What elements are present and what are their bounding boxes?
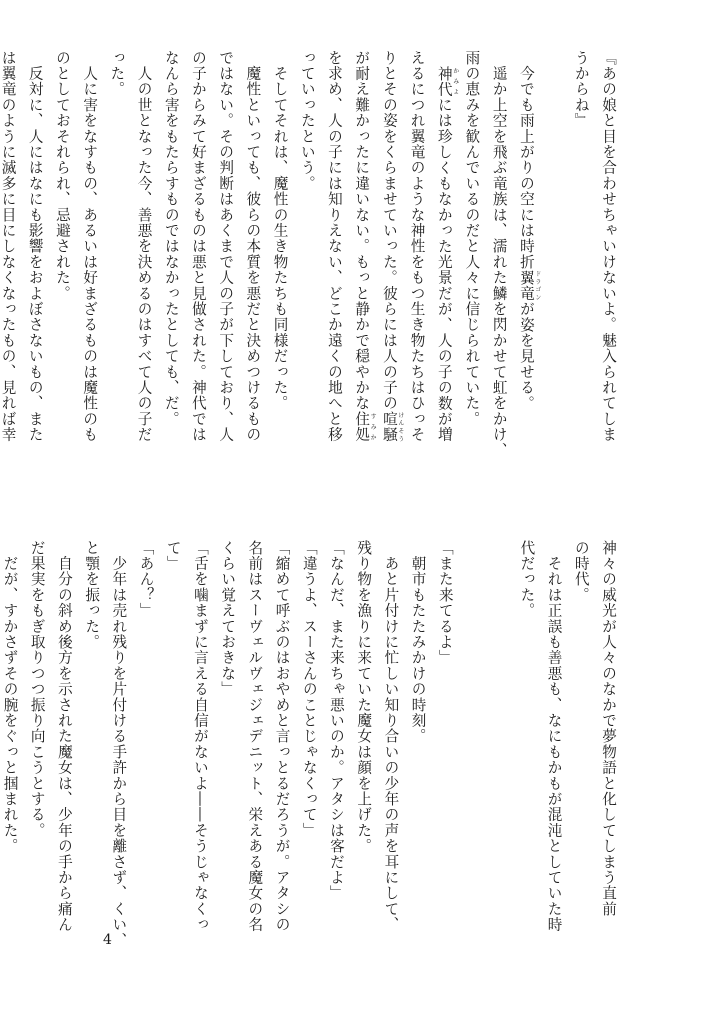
text-line: 名前はスーヴェルヴェジェデニット、栄えある魔女の名 bbox=[246, 540, 264, 933]
ruby-text: かみよ bbox=[451, 65, 459, 98]
text-line: 「また来てるよ」 bbox=[436, 540, 454, 666]
text-line: の子からみて好まざるものは悪と見做された。神代では bbox=[189, 50, 207, 443]
ruby-text: すみか bbox=[369, 411, 377, 443]
text-line: 遥か上空を飛ぶ竜族は、濡れた鱗を閃かせて虹をかけ、 bbox=[490, 50, 508, 459]
text-line: 反対に、人にはなにも影響をおよぼさないもの、また bbox=[26, 50, 44, 443]
text-line: 今でも雨上がりの空には時折翼竜 ドラゴンが姿を見せる。 bbox=[517, 50, 541, 412]
ruby-base: 神代 bbox=[435, 65, 453, 98]
text-line: えるにつれ翼竜のような神性をもつ生き物たちはひっそ bbox=[408, 50, 426, 443]
ruby-text: ドラゴン bbox=[533, 269, 541, 302]
text-line: ではない。その判断はあくまで人の子が下しており、人 bbox=[217, 50, 235, 443]
text-line: と顎を振った。 bbox=[83, 540, 101, 650]
text-line: 「なんだ、また来ちゃ悪いのか。アタシは客だよ」 bbox=[327, 540, 345, 902]
text-line: 『あの娘と目を合わせちゃいけないよ。魅入られてしま bbox=[600, 50, 617, 443]
text-line: 少年は売れ残りを片付ける手許から目を離さず、くい、 bbox=[110, 540, 128, 949]
text-line: 残り物を漁りに来ていた魔女は顔を上げた。 bbox=[355, 540, 373, 854]
ruby-base: 翼竜 bbox=[517, 269, 535, 302]
text-line: の時代。 bbox=[572, 540, 590, 603]
blank-line bbox=[540, 50, 567, 490]
text-line: 人の世となった今、善悪を決めるのはすべて人の子だ bbox=[135, 50, 153, 443]
text-line: 「違うよ、スーさんのことじゃなくって」 bbox=[300, 540, 318, 839]
text-line: りとその姿をくらませていった。彼らには人の子の喧騒 けんそう bbox=[380, 50, 404, 443]
ruby-annotation bbox=[435, 65, 459, 98]
text-line: 「あん？」 bbox=[137, 540, 155, 619]
text-line: っていったという。 bbox=[298, 50, 316, 192]
ruby-annotation bbox=[380, 411, 404, 443]
ruby-text: けんそう bbox=[396, 411, 404, 443]
text-line: 代だった。 bbox=[518, 540, 536, 619]
text-line: 「舌を噛まずに言える自信がないよ――そうじゃなくっ bbox=[191, 540, 209, 933]
text-line: なんら害をもたらすものではなかったとしても、だ。 bbox=[162, 50, 180, 427]
blank-line bbox=[459, 540, 486, 960]
page-number: 4 bbox=[103, 932, 112, 948]
ruby-base: 喧騒 bbox=[380, 411, 398, 443]
text-line: だ果実をもぎ取りつつ振り向こうとする。 bbox=[28, 540, 46, 839]
lower-text-block bbox=[1, 540, 622, 960]
text-line: 朝市もたたみかけの時刻。 bbox=[409, 540, 427, 745]
text-line: は翼竜のように滅多に目にしなくなったもの、見れば幸 bbox=[0, 50, 17, 443]
text-line: 人に害をなすもの、あるいは好まざるものは魔性のも bbox=[81, 50, 99, 443]
text-line: うからね』 bbox=[572, 50, 590, 129]
text-line: 神代 かみよには珍しくもなかった光景だが、人の子の数が増 bbox=[435, 65, 459, 443]
text-line: 魔性といっても、彼らの本質を悪だと決めつけるもの bbox=[244, 50, 262, 443]
text-line: 雨の恵みを歓んでいるのだと人々に信じられていた。 bbox=[463, 50, 481, 427]
text-line: 自分の斜め後方を示された魔女は、少年の手から痛ん bbox=[55, 540, 73, 933]
text-line: 「縮めて呼ぶのはおやめと言っとるだろうが。アタシの bbox=[273, 540, 291, 933]
text-line: を求め、人の子には知りえない、どこか遠くの地へと移 bbox=[325, 50, 343, 443]
text-line: それは正誤も善悪も、なにもかもが混沌としていた時 bbox=[545, 540, 563, 933]
text-line: あと片付けに忙しい知り合いの少年の声を耳にして、 bbox=[382, 540, 400, 933]
text-line: 神々の威光が人々のなかで夢物語と化してしまう直前 bbox=[600, 540, 617, 917]
ruby-base: 住処 bbox=[353, 411, 371, 443]
text-line: のとしておそれられ、忌避された。 bbox=[53, 50, 71, 302]
text-line: そしてそれは、魔性の生き物たちも同様だった。 bbox=[271, 50, 289, 412]
ruby-annotation bbox=[353, 411, 377, 443]
upper-text-block bbox=[0, 50, 622, 490]
text-line: だが、すかさずその腕をぐっと掴まれた。 bbox=[1, 540, 19, 854]
blank-line bbox=[486, 540, 513, 960]
text-line: が耐え難かったに違いない。もっと静かで穏やかな住処 すみか bbox=[353, 50, 377, 443]
text-line: て」 bbox=[164, 540, 182, 572]
text-line: った。 bbox=[108, 50, 126, 98]
ruby-annotation bbox=[517, 269, 541, 302]
text-line: くらい覚えておきな」 bbox=[219, 540, 237, 697]
